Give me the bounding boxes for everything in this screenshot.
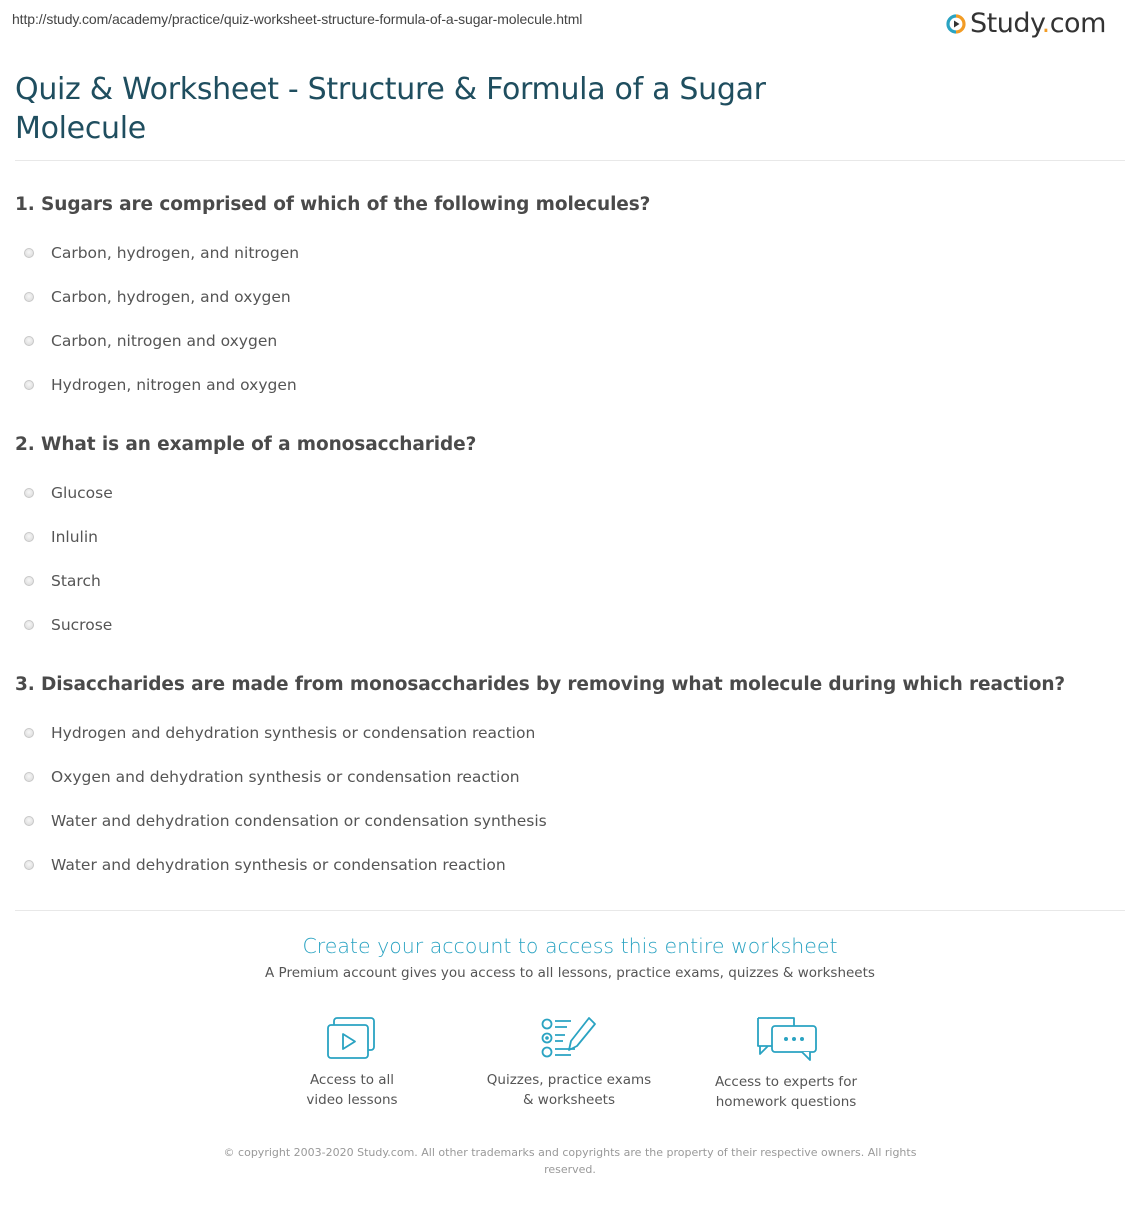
divider [15, 160, 1125, 161]
answer-option[interactable]: Inlulin [15, 515, 476, 559]
chat-experts-icon [754, 1016, 818, 1062]
divider [15, 910, 1125, 911]
radio-button[interactable] [24, 728, 34, 738]
question-text: 2. What is an example of a monosaccharide? [15, 434, 477, 455]
answer-option[interactable]: Oxygen and dehydration synthesis or condensation reaction [15, 755, 1065, 799]
question-2 [15, 434, 476, 647]
radio-button[interactable] [24, 380, 34, 390]
cta-title[interactable]: Create your account to access this entire worksheet [302, 934, 838, 958]
question-3 [15, 674, 1065, 887]
answer-option[interactable]: Carbon, hydrogen, and nitrogen [15, 231, 650, 275]
page-title: Quiz & Worksheet - Structure & Formula of a Sugar Molecule [15, 72, 766, 146]
cta-subtitle: A Premium account gives you access to all lessons, practice exams, quizzes & worksheets [265, 965, 875, 981]
answer-option[interactable]: Water and dehydration synthesis or condensation reaction [15, 843, 1065, 887]
answer-option[interactable]: Water and dehydration condensation or condensation synthesis [15, 799, 1065, 843]
radio-button[interactable] [24, 816, 34, 826]
radio-button[interactable] [24, 772, 34, 782]
radio-button[interactable] [24, 248, 34, 258]
copyright-footer: © copyright 2003-2020 Study.com. All other trademarks and copyrights are the property of their respective owners. All rights reserved. [223, 1146, 917, 1176]
page-url: http://study.com/academy/practice/quiz-worksheet-structure-formula-of-a-sugar-molecule.html [12, 11, 583, 27]
answer-option[interactable]: Carbon, nitrogen and oxygen [15, 319, 650, 363]
feature-quizzes: Quizzes, practice exams & worksheets [469, 1016, 669, 1110]
answer-list [15, 711, 1065, 887]
play-circle-logo-icon [946, 14, 966, 34]
answer-option[interactable]: Starch [15, 559, 476, 603]
answer-list [15, 231, 650, 407]
radio-button[interactable] [24, 576, 34, 586]
signup-cta [0, 934, 1140, 981]
radio-button[interactable] [24, 620, 34, 630]
question-text: 1. Sugars are comprised of which of the following molecules? [15, 194, 651, 215]
answer-option[interactable]: Carbon, hydrogen, and oxygen [15, 275, 650, 319]
logo-text: Study.com [970, 8, 1106, 39]
radio-button[interactable] [24, 532, 34, 542]
answer-list [15, 471, 476, 647]
quiz-checklist-icon [541, 1016, 597, 1060]
radio-button[interactable] [24, 292, 34, 302]
question-text: 3. Disaccharides are made from monosaccharides by removing what molecule during which reaction? [15, 674, 1066, 695]
study-logo[interactable] [946, 9, 1106, 39]
feature-experts: Access to experts for homework questions [686, 1016, 886, 1112]
answer-option[interactable]: Glucose [15, 471, 476, 515]
radio-button[interactable] [24, 336, 34, 346]
radio-button[interactable] [24, 860, 34, 870]
feature-video-lessons: Access to all video lessons [252, 1016, 452, 1110]
question-1 [15, 194, 650, 407]
answer-option[interactable]: Hydrogen and dehydration synthesis or condensation reaction [15, 711, 1065, 755]
answer-option[interactable]: Hydrogen, nitrogen and oxygen [15, 363, 650, 407]
answer-option[interactable]: Sucrose [15, 603, 476, 647]
video-lessons-icon [326, 1016, 378, 1060]
radio-button[interactable] [24, 488, 34, 498]
